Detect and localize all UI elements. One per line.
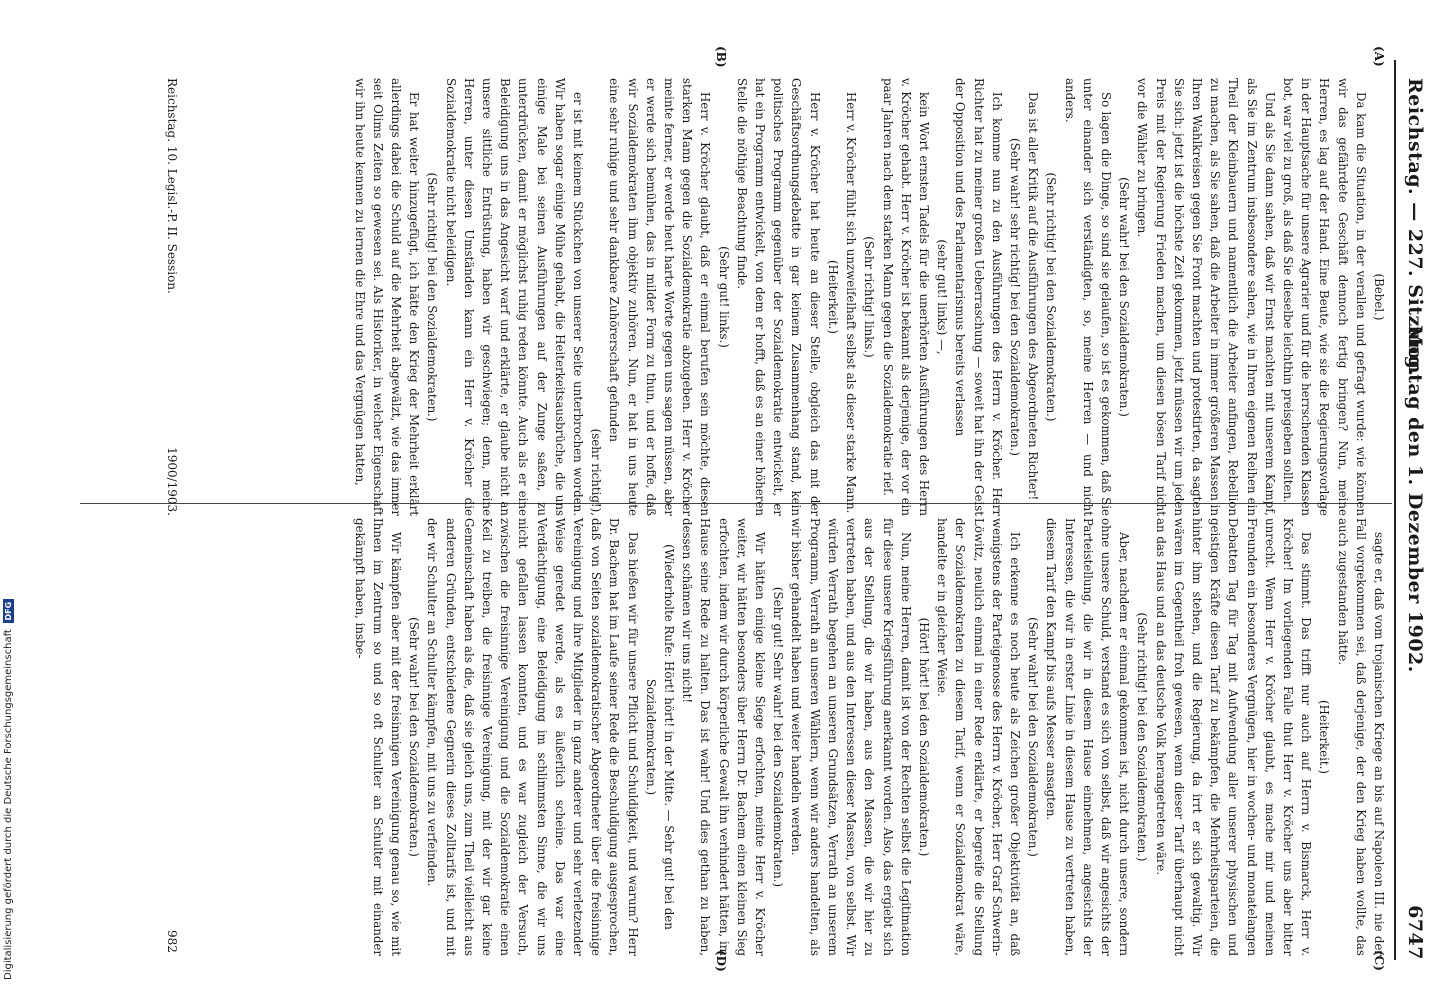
right-column: [350, 518, 1388, 956]
interjection: (Sehr wahr! sehr richtig! bei den Sozialdemokraten.): [1007, 138, 1022, 456]
header-rule: [1394, 60, 1396, 960]
margin-marker-d: (D): [714, 950, 728, 972]
paragraph: Aber, nachdem er einmal gekommen ist, nicht durch unsere, sondern ohne unsere Schuld, verstand es sich von selbst, daß wir angesichts der Parteistellung, die wir in diesem Hause einnehmen, angesichts der Interessen, die wir in erster Linie in diesem Hause zu vertreten haben, diesem Tarif den Kampf bis aufs Messer ansagten.: [1044, 518, 1132, 956]
footer-page-number: 982: [165, 930, 179, 953]
interjection: (Heiterkeit.): [825, 259, 840, 334]
footer-years: 1900/1903.: [165, 447, 179, 516]
interjection: (Bebel.): [1372, 273, 1386, 321]
paragraph: Das stimmt. Das trifft nur auch auf Herrn v. Bismarck, Herr v. Kröcher! Im vorliegenden Falle thut Herr v. Kröcher uns aber bitter unrecht. Wenn Herr v. Kröcher glaubt, es mache mir und meinen Freunden ein besonderes Vergnügen, hier in wochen- und monatelangen Debatten Tag für Tag mit Aufwendung aller unserer physischen und geistigen Kräfte diesen Tarif zu bekämpfen, die Mehrheitsparteien, die hinter ihm stehen, und die Regierung, da irrt er sich gewaltig. Wir wären im Gegentheil froh gewesen, wenn dieser Tarif überhaupt nicht an das Haus und an das deutsche Volk herangetreten wäre.: [1153, 518, 1314, 956]
paragraph: So lagen die Dinge, so sind sie gelaufen, so ist es gekommen, daß Sie unter einander sich verständigten, so, meine Herren — und nicht anders.: [1062, 78, 1113, 516]
paragraph: kein Wort ernsten Tadels für die unerhörten Ausführungen des Herrn v. Kröcher gehabt. Herr v. Kröcher ist bekannt als derjenige, der vor ein paar Jahren nach dem starken Mann gegen die Sozialdemokratie rief.: [880, 78, 931, 516]
interjection: (Heiterkeit.): [1317, 699, 1332, 774]
interjection: (Sehr wahr! bei den Sozialdemokraten.): [407, 617, 422, 857]
interjection: (Sehr richtig! bei den Sozialdemokraten.): [1044, 172, 1059, 422]
header-left: Reichstag. — 227. Sitzung.: [1404, 78, 1426, 377]
paragraph: Wir hätten einige kleine Siege erfochten, meinte Herr v. Kröcher weiter, wir hätten besonders über Herrn Dr. Bachem einen kleinen Sieg erfochten, indem wir durch körperliche Gewalt ihn verhindert hätten, im Hause seine Rede zu halten. Das ist wahr! Und dies gethan zu haben, dessen schämen wir uns nicht!: [680, 518, 768, 956]
paragraph: Das hießen wir für unsere Pflicht und Schuldigkeit, und warum? Herr Dr. Bachem hat im Laufe seiner Rede die Beschuldigung ausgesprochen, daß von Seiten sozialdemokratischer Abgeordneter über die freisinnige Vereinigung und ihre Mitglieder in ganz anderer und sehr verletzender Weise geredet werde, als es äußerlich scheine. Das war eine Verdächtigung, eine Beleidigung im schlimmsten Sinne, die wir uns nicht gefallen lassen konnten, und es war zugleich der Versuch, zwischen die freisinnige Vereinigung und die Sozialdemokratie einen Keil zu treiben, die freisinnige Vereinigung, mit der wir gar keine Gemeinschaft haben als die, daß sie gleich uns, zum Theil vielleicht aus anderen Gründen, entschiedene Gegnerin dieses Zolltarifs ist, und mit der wir Schulter an Schulter kämpfen, mit uns zu verfeinden.: [425, 518, 640, 956]
margin-marker-b: (B): [714, 46, 728, 68]
dfg-logo: DFG: [3, 599, 14, 623]
footer-title: Reichstag. 10. Legisl.-P. II. Session.: [165, 78, 179, 294]
page-header: [1398, 38, 1426, 960]
paragraph: Herr v. Kröcher fühlt sich unzweifelhaft selbst als dieser starke Mann.: [844, 92, 859, 514]
interjection: (Sehr gut! Sehr wahr! bei den Sozialdemokraten.): [771, 586, 786, 888]
credit-text: Digitalisierung gefördert durch die Deutsche Forschungsgemeinschaft: [2, 629, 14, 980]
paragraph: Das ist aller Kritik auf die Ausführungen des Abgeordneten Richter!: [1026, 92, 1041, 501]
paragraph: Ich komme nun zu den Ausführungen des Herrn v. Kröcher. Herr Richter hat zu meiner großen Ueberraschung — soweit hat ihn der Geist der Opposition und des Parlamentarismus bereits verlassen: [953, 78, 1004, 516]
paragraph: Nun, meine Herren, damit ist von der Rechten selbst die Legitimation für diese unsere Kriegsführung anerkannt worden. Also, das ergiebt sich aus der Stellung, die wir haben, aus den Massen, die wir hier zu vertreten haben, und aus den Interessen dieser Massen, von selbst. Wir würden Verrath begehen an unseren Grundsätzen, Verrath an unserem Programm, Verrath an unseren Wählern, wenn wir anders handelten, als wir bisher gehandelt haben und weiter handeln werden.: [789, 518, 913, 956]
paragraph: Und als Sie dann sahen, daß wir Ernst machten mit unserem Kampf, als Sie im Zentrum insbesondere sahen, wie in Ihren eigenen Reihen ein Theil der Kleinbauern und namentlich die Arbeiter anfingen, Rebellion zu machen, als Sie sahen, daß die Arbeiter in immer größeren Massen in Ihren Wahlkreisen gegen Sie Front machten und protestirten, da sagten Sie sich: jetzt ist die höchste Zeit gekommen, jetzt müssen wir um jeden Preis mit der Regierung Frieden machen, um diesen bösen Tarif nicht vor die Wähler zu bringen.: [1135, 78, 1277, 516]
paragraph: Er hat weiter hinzugefügt, ich hätte den Krieg der Mehrheit erklärt allerdings dabei die Schuld auf die Mehrheit abgewälzt, wie das immer seit Olims Zeiten so gewesen sei. Als Historiker, in welcher Eigenschaft wir ihn heute kennen zu lernen die Ehre und das Vergnügen hatten,: [352, 78, 422, 516]
interjection: (Sehr gut! links.): [716, 246, 731, 348]
paragraph: Herr v. Kröcher hat heute an dieser Stelle, obgleich das mit der Geschäftsordnungsdebatte in gar keinem Zusammenhang stand, kein politisches Programm gegenüber der Sozialdemokratie entwickelt, er hat ein Programm entwickelt, von dem er hofft, daß es an einer höheren Stelle die nöthige Beachtung finde.: [734, 78, 822, 516]
interjection: (Sehr richtig! bei den Sozialdemokraten.): [1135, 612, 1150, 862]
margin-marker-c: (C): [1372, 950, 1386, 971]
digitization-credit: [0, 0, 16, 1000]
interjection: (Sehr richtig! links.): [862, 236, 877, 358]
paragraph: Herr v. Kröcher glaubt, daß er einmal berufen sein möchte, diesen starken Mann gegen die Sozialdemokratie abzugeben. Herr v. Kröcher meinte ferner, er werde heut harte Worte gegen uns sagen müssen, aber er werde sich bemühen, das in milder Form zu thun, und er hoffe, daß wir Sozialdemokraten ihm objektiv zuhören. Nun, er hat in uns heute eine sehr ruhige und sehr dankbare Zuhörerschaft gefunden: [607, 78, 713, 516]
interjection: (Wiederholte Rufe: Hört! hört! in der Mitte. — Sehr gut! bei den Sozialdemokraten.): [643, 544, 677, 930]
paragraph: Wir kämpfen aber mit der freisinnigen Vereinigung genau so, wie mit Ihnen im Zentrum so und so oft Schulter an Schulter mit einander gekämpft haben, insbe-: [352, 518, 404, 956]
header-date: Montag den 1. Dezember 1902.: [1404, 325, 1426, 673]
paragraph: Da kam die Situation, in der verallen und gefragt wurde: wie können wir das gefährdete Geschäft dennoch fertig bringen? Nun, meine Herren, es lag auf der Hand. Eine Beute, wie sie die Regierungsvorlage in der Hauptsache für unsere Agrarier und für die herrschenden Klassen bot, war viel zu groß, als daß Sie dieselbe leichthin preisgeben sollten.: [1280, 78, 1368, 516]
margin-marker-a: (A): [1372, 46, 1386, 67]
paragraph: Ich erkenne es noch heute als Zeichen großer Objektivität an, daß wenigstens der Parteigenosse des Herrn v. Kröcher, Herr Graf Schwerin-Löwitz, neulich einmal in einer Rede erklärte, er begreife die Stellung der Sozialdemokraten zu diesem Tarif, wenn er Sozialdemokrat wäre, handelte er in gleicher Weise.: [935, 518, 1022, 956]
interjection: (Sehr richtig! bei den Sozialdemokraten.): [425, 172, 440, 422]
interjection: (sehr gut! links) —,: [935, 239, 950, 355]
left-column: [350, 78, 1388, 516]
header-page-number: 6747: [1404, 905, 1426, 960]
paragraph: sagte er, daß vom trojanischen Kriege an bis auf Napoleon III. nie der Fall vorgekommen sei, daß derjenige, der den Krieg haben wollte, das auch zugestanden hätte.: [1335, 518, 1386, 956]
paragraph: er ist mit keinem Stückchen von unserer Seite unterbrochen worden. Wir haben sogar einige Mühe gehabt, die Heiterkeitsausbrüche, die uns einige Male bei seinen Ausführungen auf der Zunge saßen, zu unterdrücken, damit er möglichst ruhig reden könnte. Auch als er eine Beleidigung uns in das Angesicht warf und erklärte, er glaube nicht an unsere sittliche Entrüstung, haben wir geschwiegen; denn, meine Herren, unter diesen Umständen kann ein Herr v. Kröcher die Sozialdemokratie nicht beleidigen.: [443, 78, 586, 516]
interjection: (sehr richtig!),: [589, 428, 604, 516]
interjection: (Sehr wahr! bei den Sozialdemokraten.): [1117, 177, 1132, 417]
page-footer: [165, 78, 179, 516]
interjection: (Sehr wahr! bei den Sozialdemokraten.): [1026, 617, 1041, 857]
interjection: (Hört! hört! bei den Sozialdemokraten.): [916, 617, 931, 857]
